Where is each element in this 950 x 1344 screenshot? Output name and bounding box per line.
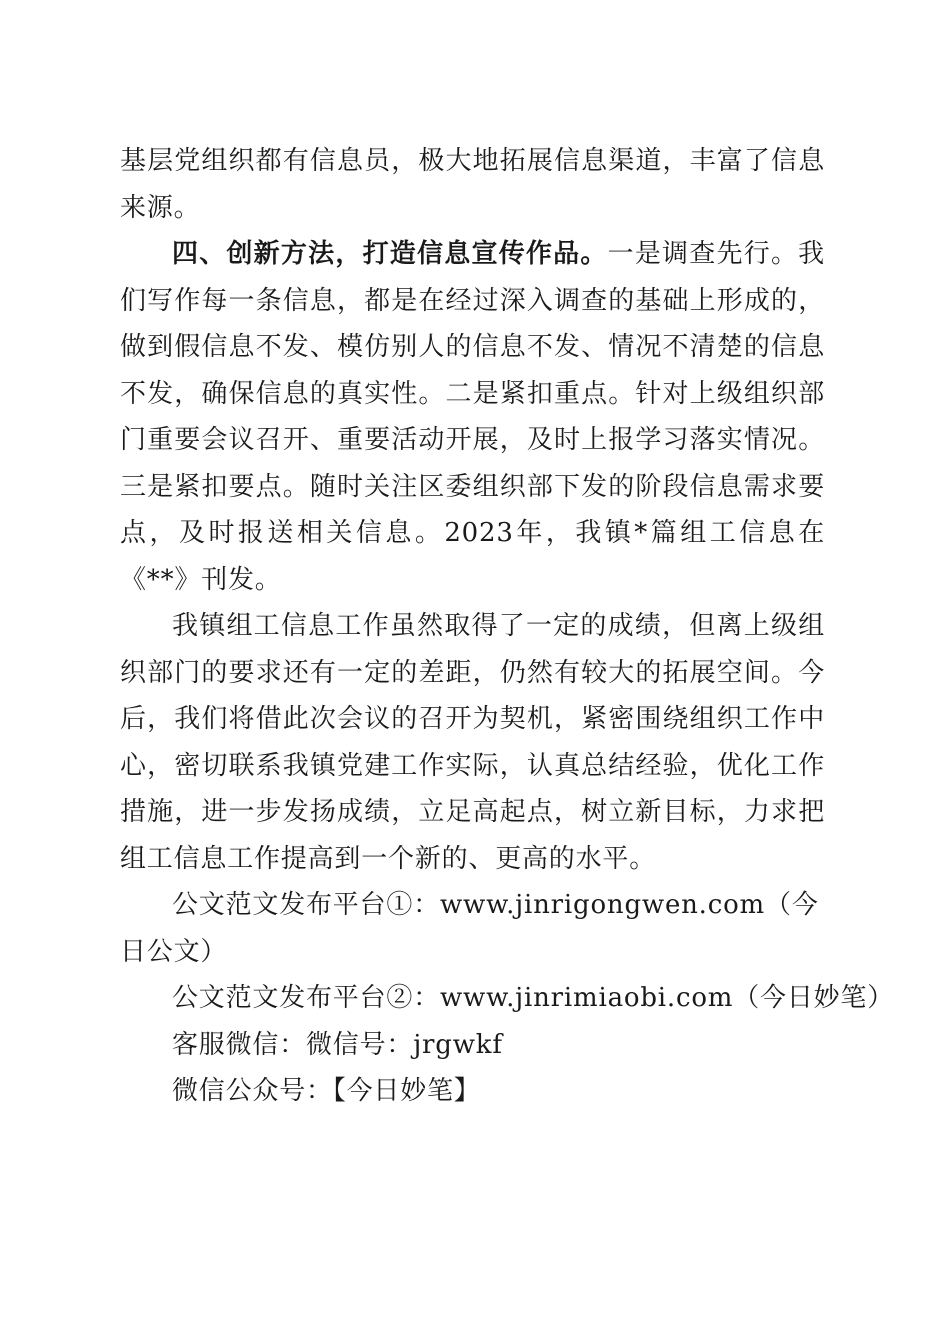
paragraph-info-sources: 基层党组织都有信息员，极大地拓展信息渠道，丰富了信息来源。 <box>120 146 825 223</box>
document-page <box>120 138 895 1115</box>
footer-official-account: 微信公众号：【今日妙笔】 <box>172 1076 481 1106</box>
paragraph-innovation-body: 一是调查先行。我们写作每一条信息，都是在经过深入调查的基础上形成的，做到假信息不发、模仿别人的信息不发、情况不清楚的信息不发，确保信息的真实性。二是紧扣重点。针对上级组织部门重要会议召开、重要活动开展，及时上报学习落实情况。三是紧扣要点。随时关注区委组织部下发的阶段信息需求要点，及时报送相关信息。2023年，我镇*篇组工信息在《**》刊发。 <box>120 239 825 595</box>
footer-platform-2: 公文范文发布平台②：www.jinrimiaobi.com（今日妙笔） <box>172 983 895 1013</box>
footer-wechat: 客服微信：微信号：jrgwkf <box>172 1029 503 1060</box>
section-heading: 四、创新方法，打造信息宣传作品。 <box>172 239 608 269</box>
footer-platform-1: 公文范文发布平台①：www.jinrigongwen.com（今日公文） <box>120 890 819 967</box>
paragraph-innovation <box>120 231 825 603</box>
paragraph-conclusion: 我镇组工信息工作虽然取得了一定的成绩，但离上级组织部门的要求还有一定的差距，仍然有较大的拓展空间。今后，我们将借此次会议的召开为契机，紧密围绕组织工作中心，密切联系我镇党建工作实际，认真总结经验，优化工作措施，进一步发扬成绩，立足高起点，树立新目标，力求把组工信息工作提高到一个新的、更高的水平。 <box>120 611 825 874</box>
